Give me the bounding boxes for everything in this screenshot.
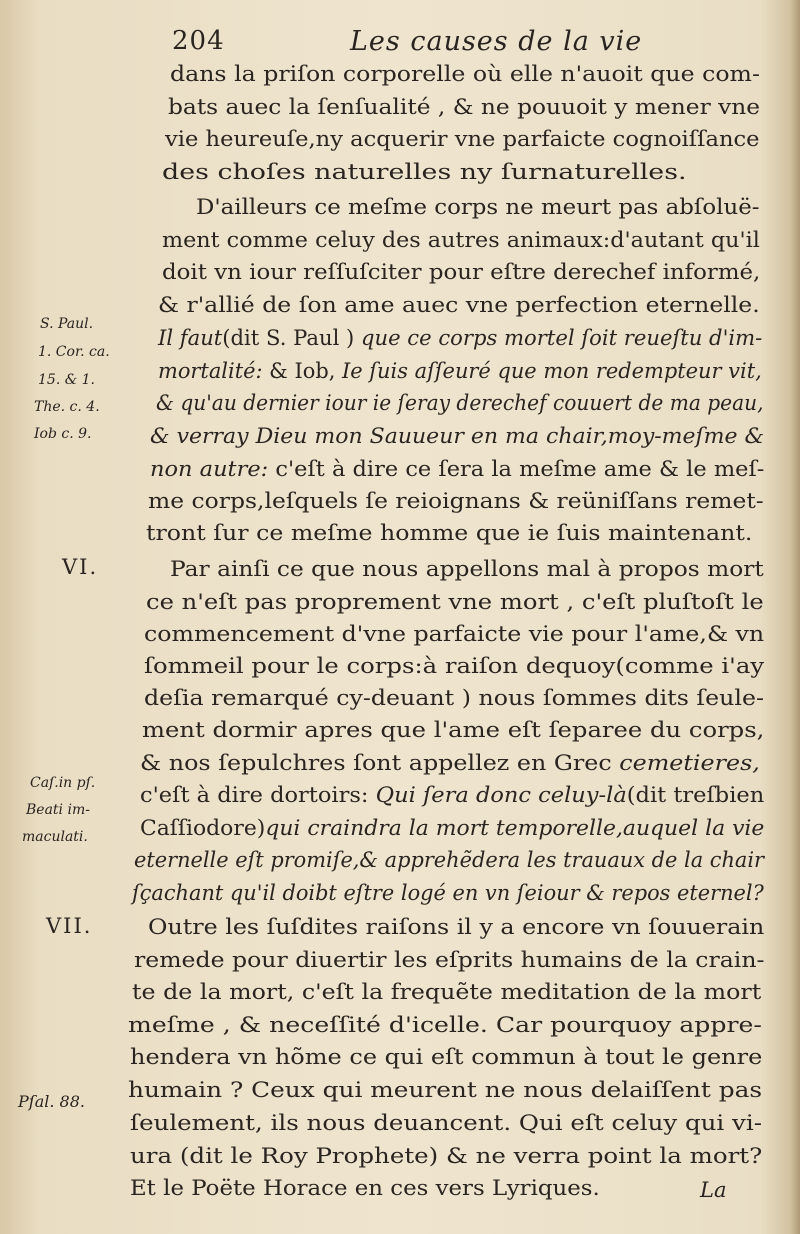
margin-note-beati: Beati im- [26,802,90,818]
text-line [165,125,760,155]
text-line [170,60,760,90]
text-run: Outre les ſuſdites raiſons il y a encore vn ſouuerain [148,915,765,940]
text-run: (dit treſbien [626,783,765,808]
margin-note-psal: Pſal. 88. [18,1092,85,1111]
catchword: La [700,1178,727,1202]
margin-note-cass: Caſ.in pſ. [30,775,96,791]
text-run: remede pour diuertir les eſprits humains de la crain- [134,948,765,973]
text-run: commencement d'vne parfaicte vie pour l'ame,& vn [144,622,765,647]
text-line [146,519,752,549]
text-line [146,588,764,618]
text-run: dans la priſon corporelle où elle n'auoit que com- [170,62,760,87]
text-run: Par ainſi ce que nous appellons mal à propos mort [170,557,764,582]
text-line [158,357,762,387]
text-line [132,879,764,909]
italic-text-run: Il faut [158,326,223,351]
page-number: 204 [172,26,225,56]
italic-text-run: que ce corps mortel ſoit reueſtu d'im- [360,326,763,351]
text-line [162,158,687,188]
text-run: ment comme celuy des autres animaux:d'autant qu'il [162,228,760,253]
text-line [128,1011,762,1041]
text-run: & Iob, [262,359,343,384]
margin-note-maculati: maculati. [22,829,88,845]
italic-text-run: & qu'au dernier iour ie ſeray derechef couuert de ma peau, [156,391,764,416]
text-run: vie heureuſe,ny acquerir vne parfaicte cognoiſſance [165,127,760,152]
text-line [162,226,760,256]
text-line [148,487,764,517]
text-line [170,555,764,585]
text-line [130,1109,762,1139]
text-run: ce n'eſt pas proprement vne mort , c'eſt pluſtoſt le [146,590,764,615]
text-run: (dit S. Paul ) [222,326,361,351]
text-line [128,1076,762,1106]
italic-text-run: eternelle eſt promiſe,& apprehẽdera les trauaux de la chair [134,848,765,873]
text-line [162,258,760,288]
text-line [144,684,764,714]
text-run: deſia remarqué cy-deuant ) nous ſommes dits ſeule- [144,686,764,711]
italic-text-run: non autre: [150,457,269,482]
text-line [158,291,760,321]
text-line [140,781,764,811]
text-run: me corps,leſquels ſe reioignans & reüniſſans remet- [148,489,764,514]
text-run: ſommeil pour le corps:à raiſon dequoy(comme i'ay [144,654,765,679]
text-line [130,1043,762,1073]
text-run: c'eſt à dire ce ſera la meſme ame & le meſ- [268,457,765,482]
text-run: Et le Poëte Horace en ces vers Lyriques. [130,1176,600,1201]
text-line [148,913,764,943]
text-run: meſme , & neceſſité d'icelle. Car pourquoy appre- [128,1013,762,1038]
text-line [140,749,760,779]
italic-text-run: cemetieres, [619,751,760,776]
text-line [196,193,759,223]
text-line [142,716,764,746]
margin-note-the: The. c. 4. [34,399,100,415]
text-run: & r'allié de ſon ame auec vne perfection eternelle. [158,293,760,318]
section-number-vii: VII. [46,914,93,938]
text-line [168,93,760,123]
text-line [130,1142,762,1172]
text-run: Caſſiodore) [140,816,266,841]
margin-note-paul: S. Paul. [40,316,94,332]
text-line [156,389,764,419]
text-run: ura (dit le Roy Prophete) & ne verra point la mort? [130,1144,763,1169]
margin-note-cor: 1. Cor. ca. [38,344,110,360]
italic-text-run: Ie ſuis aſſeuré que mon redempteur vit, [342,359,762,384]
italic-text-run: ſçachant qu'il doibt eſtre logé en vn ſeiour & repos eternel? [132,881,764,906]
text-run: tront ſur ce meſme homme que ie ſuis maintenant. [146,521,753,546]
text-run: te de la mort, c'eſt la frequẽte meditation de la mort [132,980,762,1005]
margin-note-iob: Iob c. 9. [34,426,92,442]
text-run: & nos ſepulchres ſont appellez en Grec [140,751,620,776]
italic-text-run: Qui ſera donc celuy-là [375,783,627,808]
text-run: humain ? Ceux qui meurent ne nous delaiſſent pas [128,1078,763,1103]
text-run: ment dormir apres que l'ame eſt ſeparee du corps, [142,718,765,743]
text-line [150,455,764,485]
text-line [158,324,762,354]
text-line [150,422,764,452]
italic-text-run: & verray Dieu mon Sauueur en ma chair,moy-meſme & [150,424,765,449]
text-run: c'eſt à dire dortoirs: [140,783,376,808]
text-line [144,620,764,650]
text-line [134,946,764,976]
text-line [134,846,764,876]
text-line [130,1174,600,1204]
text-run: bats auec la ſenſualité , & ne pouuoit y mener vne [168,95,761,120]
text-run: D'ailleurs ce meſme corps ne meurt pas abſoluë- [196,195,760,220]
running-title: Les causes de la vie [350,26,643,57]
text-run: doit vn iour reſſuſciter pour eſtre derechef informé, [162,260,761,285]
italic-text-run: mortalité: [158,359,263,384]
margin-note-verse: 15. & 1. [38,372,95,388]
section-number-vi: VI. [62,555,99,579]
text-line [132,978,761,1008]
text-run: hendera vn hõme ce qui eſt commun à tout le genre [130,1045,763,1070]
text-run: des choſes naturelles ny ſurnaturelles. [162,160,687,185]
italic-text-run: qui craindra la mort temporelle,auquel la vie [265,816,765,841]
text-line [144,652,764,682]
text-line [140,814,764,844]
text-run: ſeulement, ils nous deuancent. Qui eſt celuy qui vi- [130,1111,762,1136]
